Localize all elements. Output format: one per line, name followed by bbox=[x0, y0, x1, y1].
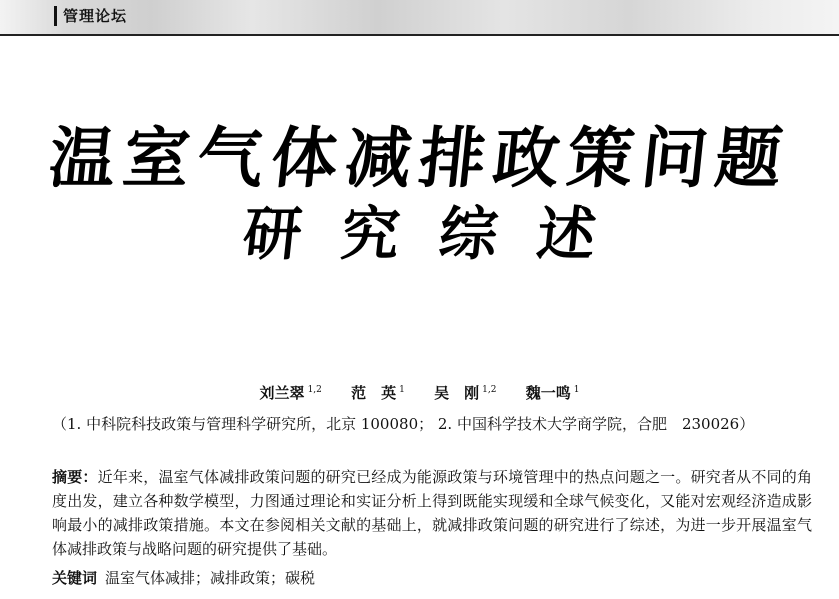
keywords-text: 温室气体减排；减排政策；碳税 bbox=[105, 569, 316, 587]
abstract-label: 摘要： bbox=[52, 468, 98, 486]
title-line-2: 研究综述 bbox=[239, 200, 640, 268]
header-bar bbox=[0, 0, 839, 36]
author-name: 刘兰翠 bbox=[259, 384, 305, 402]
keywords-label: 关键词 bbox=[52, 569, 98, 587]
author bbox=[260, 380, 322, 403]
abstract bbox=[52, 465, 812, 561]
author-name: 魏一鸣 bbox=[525, 384, 571, 402]
section-label: 管理论坛 bbox=[54, 6, 127, 26]
title-line-1: 温室气体减排政策问题 bbox=[45, 119, 794, 197]
author-affiliation-mark: 1 bbox=[573, 385, 580, 395]
author-list bbox=[0, 380, 839, 403]
author-name: 范 英 bbox=[351, 384, 397, 402]
author-affiliation-mark: 1,2 bbox=[482, 385, 497, 395]
affiliations: （1. 中科院科技政策与管理科学研究所，北京 100080； 2. 中国科学技术大学商学院，合肥 230026） bbox=[52, 415, 755, 433]
author bbox=[434, 380, 496, 403]
keywords bbox=[52, 567, 812, 589]
author-affiliation-mark: 1,2 bbox=[307, 385, 322, 395]
author-name: 吴 刚 bbox=[434, 384, 480, 402]
abstract-text: 近年来，温室气体减排政策问题的研究已经成为能源政策与环境管理中的热点问题之一。研究者从不同的角度出发，建立各种数学模型，力图通过理论和实证分析上得到既能实现缓和全球气候变化，又能对宏观经济造成影响最小的减排政策措施。本文在参阅相关文献的基础上，就减排政策问题的研究进行了综述，为进一步开展温室气体减排政策与战略问题的研究提供了基础。 bbox=[52, 468, 812, 558]
author bbox=[526, 380, 580, 403]
author-affiliation-mark: 1 bbox=[399, 385, 405, 395]
author bbox=[351, 380, 405, 403]
